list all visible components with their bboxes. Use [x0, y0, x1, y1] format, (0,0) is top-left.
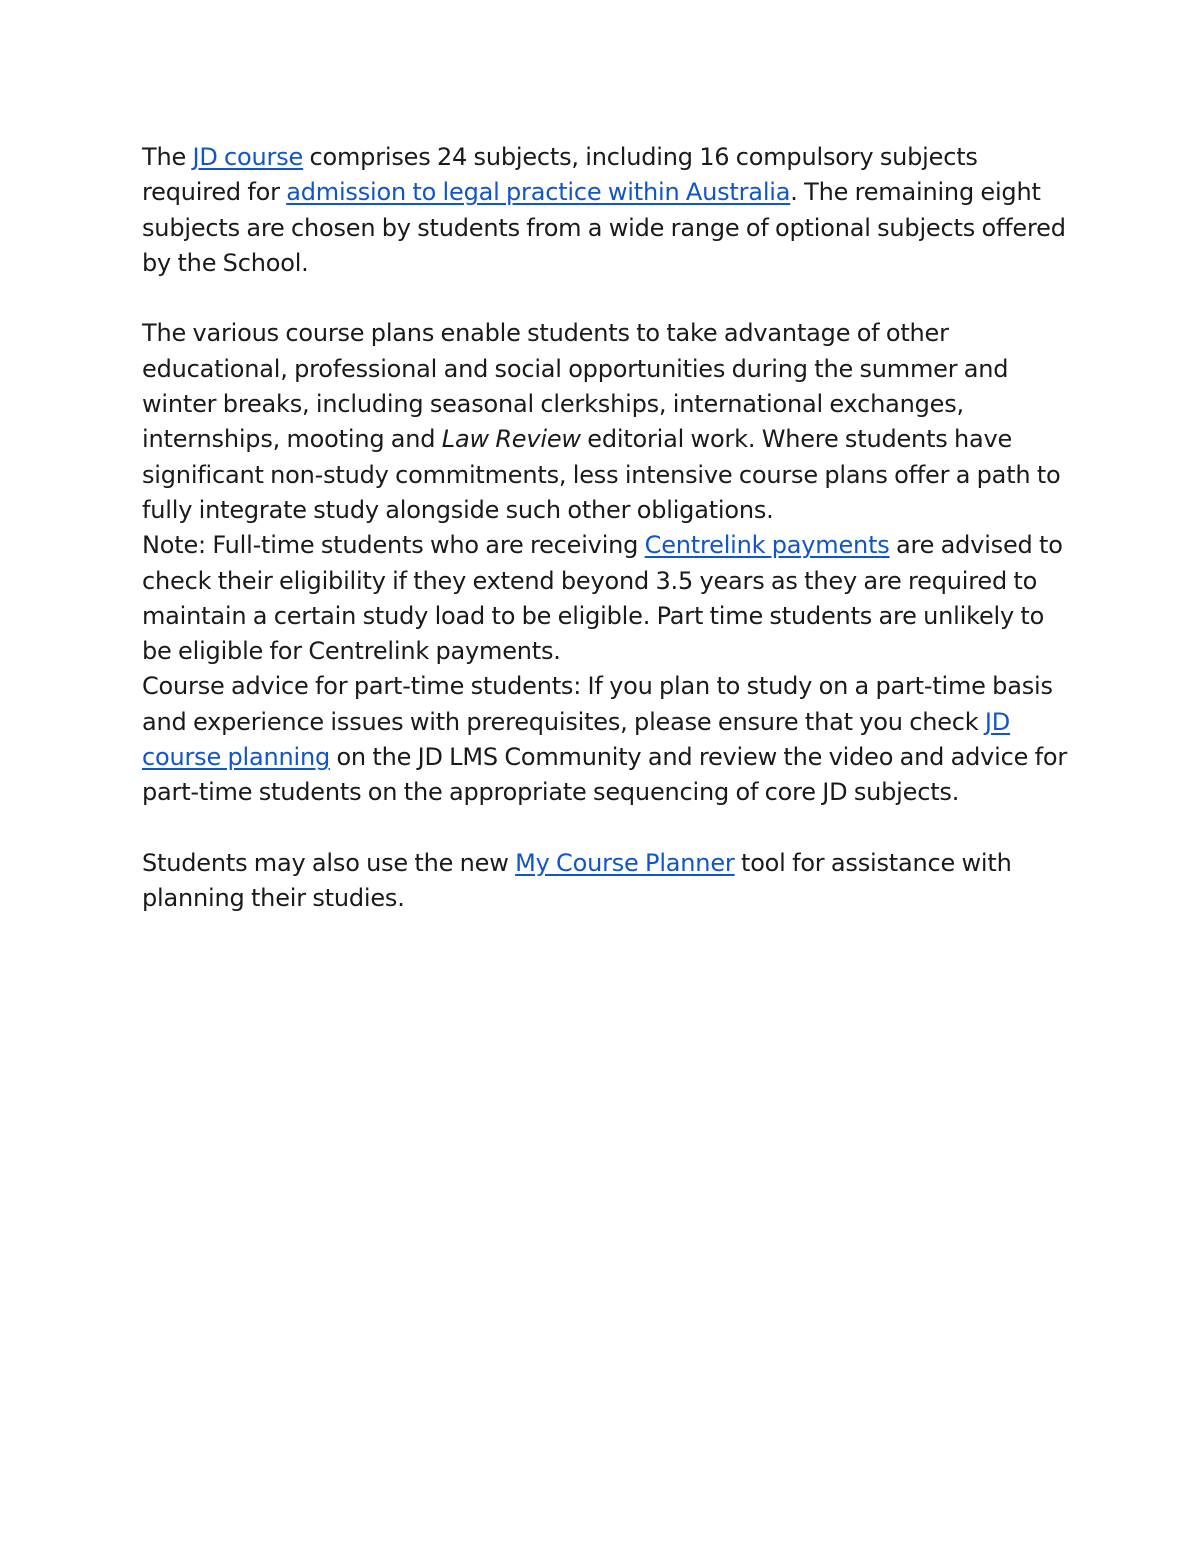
paragraph-course-plans [142, 316, 1072, 528]
jd-course-planning-link[interactable]: JD course planning [142, 707, 1011, 772]
admission-legal-practice-link[interactable]: admission to legal practice within Australia [286, 178, 791, 207]
law-review-italic: Law Review [441, 425, 581, 454]
text-run: . The remaining eight subjects are chosen by students from a wide range of optional subjects offered by the School. [142, 178, 1066, 277]
text-run: on the JD LMS Community and review the video and advice for part-time students on the appropriate sequencing of core JD subjects. [142, 743, 1068, 807]
text-run: Note: Full-time students who are receiving [142, 531, 645, 560]
text-run: comprises 24 subjects, including 16 compulsory subjects required for [142, 143, 978, 207]
paragraph-centrelink-note [142, 528, 1072, 669]
my-course-planner-link[interactable]: My Course Planner [515, 848, 735, 877]
paragraph-course-planner [142, 846, 1072, 917]
paragraph-part-time-advice [142, 669, 1072, 810]
centrelink-payments-link[interactable]: Centrelink payments [644, 531, 890, 560]
text-run: tool for assistance with planning their studies. [142, 848, 1012, 913]
text-run: are advised to check their eligibility if they extend beyond 3.5 years as they are required to maintain a certain study load to be eligible. Part time students are unlikely to be eligible for Centrelink payments. [142, 531, 1063, 666]
text-run: editorial work. Where students have significant non-study commitments, less intensive course plans offer a path to fully integrate study alongside such other obligations. [142, 425, 1061, 524]
jd-course-link[interactable]: JD course [192, 143, 304, 171]
text-run: Course advice for part-time students: If you plan to study on a part-time basis and experience issues with prerequisites, please ensure that you check [142, 672, 1053, 736]
document-body [142, 140, 1072, 917]
paragraph-jd-course-overview [142, 140, 1072, 281]
text-run: The [142, 143, 193, 171]
text-run: The various course plans enable students to take advantage of other educational, professional and social opportunities during the summer and winter breaks, including seasonal clerkships, international exchanges, internships, mooting and [142, 319, 1009, 454]
text-run: Students may also use the new [142, 848, 516, 877]
paragraph-gap [142, 811, 1072, 846]
paragraph-gap [142, 281, 1072, 316]
